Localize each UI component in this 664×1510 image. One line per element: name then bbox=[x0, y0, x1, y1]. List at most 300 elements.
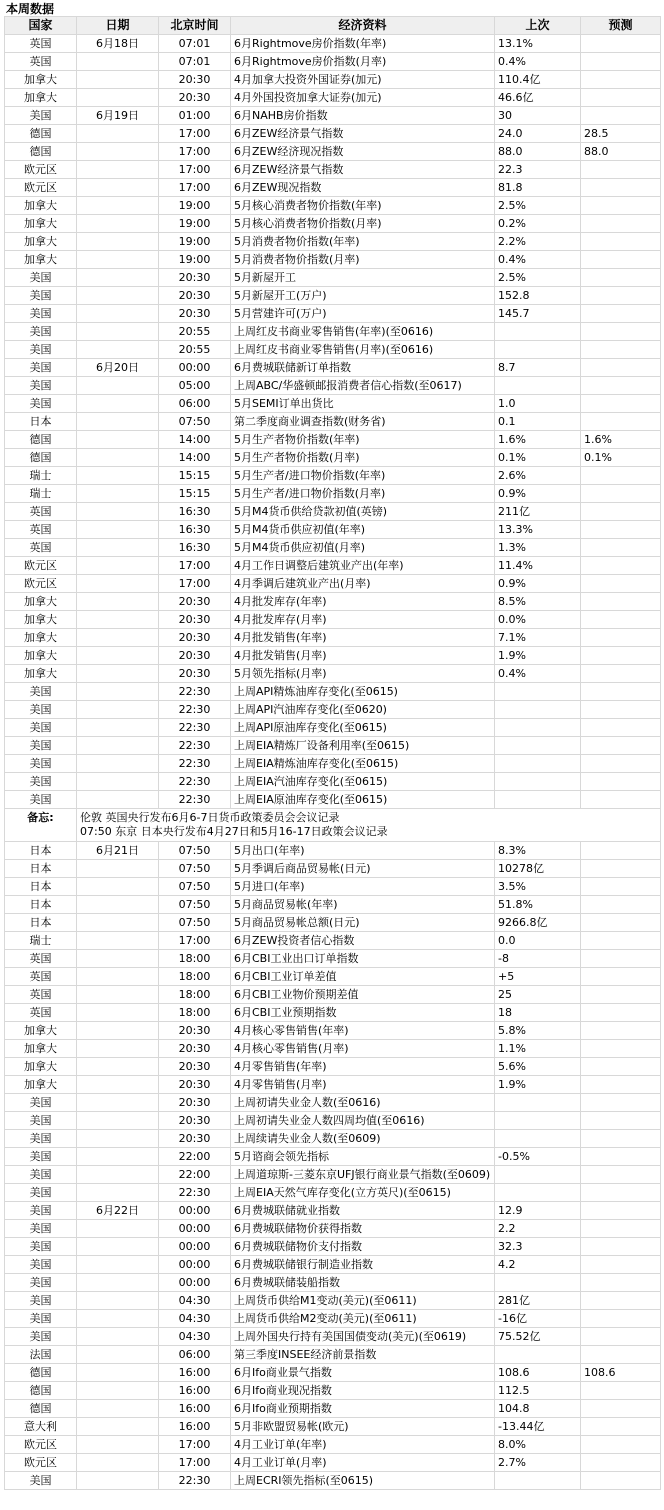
cell-time: 00:00 bbox=[159, 1220, 231, 1238]
cell-time: 04:30 bbox=[159, 1292, 231, 1310]
cell-forecast bbox=[581, 737, 661, 755]
cell-date bbox=[77, 1418, 159, 1436]
cell-previous bbox=[495, 1346, 581, 1364]
cell-forecast bbox=[581, 1382, 661, 1400]
cell-item: 5月季调后商品贸易帐(日元) bbox=[231, 860, 495, 878]
cell-date bbox=[77, 125, 159, 143]
cell-previous: 12.9 bbox=[495, 1202, 581, 1220]
cell-item: 第三季度INSEE经济前景指数 bbox=[231, 1346, 495, 1364]
economic-calendar-table bbox=[4, 16, 661, 1490]
cell-forecast bbox=[581, 71, 661, 89]
cell-time: 17:00 bbox=[159, 1436, 231, 1454]
table-row bbox=[5, 1058, 661, 1076]
cell-previous: 2.5% bbox=[495, 197, 581, 215]
cell-country: 欧元区 bbox=[5, 1436, 77, 1454]
cell-time: 22:30 bbox=[159, 1472, 231, 1490]
cell-country: 美国 bbox=[5, 1148, 77, 1166]
table-row bbox=[5, 950, 661, 968]
table-row bbox=[5, 1040, 661, 1058]
cell-country: 德国 bbox=[5, 125, 77, 143]
cell-time: 14:00 bbox=[159, 431, 231, 449]
cell-item: 5月营建许可(万户) bbox=[231, 305, 495, 323]
cell-time: 18:00 bbox=[159, 1004, 231, 1022]
cell-time: 22:30 bbox=[159, 755, 231, 773]
table-row bbox=[5, 1112, 661, 1130]
table-row bbox=[5, 719, 661, 737]
cell-date bbox=[77, 251, 159, 269]
cell-forecast bbox=[581, 575, 661, 593]
cell-previous: 1.9% bbox=[495, 1076, 581, 1094]
cell-country: 美国 bbox=[5, 107, 77, 125]
cell-date bbox=[77, 143, 159, 161]
table-row bbox=[5, 701, 661, 719]
cell-country: 日本 bbox=[5, 914, 77, 932]
cell-forecast bbox=[581, 233, 661, 251]
cell-item: 4月工作日调整后建筑业产出(年率) bbox=[231, 557, 495, 575]
cell-item: 6月ZEW经济现况指数 bbox=[231, 143, 495, 161]
table-row bbox=[5, 143, 661, 161]
cell-forecast bbox=[581, 1310, 661, 1328]
cell-forecast bbox=[581, 1166, 661, 1184]
cell-previous: 0.9% bbox=[495, 575, 581, 593]
cell-country: 日本 bbox=[5, 413, 77, 431]
cell-previous: -16亿 bbox=[495, 1310, 581, 1328]
table-row bbox=[5, 1310, 661, 1328]
table-row bbox=[5, 914, 661, 932]
cell-date bbox=[77, 1346, 159, 1364]
cell-time: 19:00 bbox=[159, 197, 231, 215]
cell-forecast bbox=[581, 773, 661, 791]
cell-forecast bbox=[581, 197, 661, 215]
cell-date bbox=[77, 791, 159, 809]
cell-item: 5月消费者物价指数(年率) bbox=[231, 233, 495, 251]
table-row bbox=[5, 53, 661, 71]
table-row bbox=[5, 791, 661, 809]
cell-time: 22:30 bbox=[159, 1184, 231, 1202]
cell-time: 17:00 bbox=[159, 125, 231, 143]
cell-date bbox=[77, 539, 159, 557]
cell-forecast bbox=[581, 323, 661, 341]
cell-forecast bbox=[581, 1418, 661, 1436]
table-row bbox=[5, 593, 661, 611]
cell-country: 欧元区 bbox=[5, 179, 77, 197]
cell-date: 6月20日 bbox=[77, 359, 159, 377]
cell-forecast bbox=[581, 305, 661, 323]
table-row bbox=[5, 89, 661, 107]
cell-date bbox=[77, 1328, 159, 1346]
cell-item: 6月Ifo商业现况指数 bbox=[231, 1382, 495, 1400]
cell-previous: 30 bbox=[495, 107, 581, 125]
cell-country: 美国 bbox=[5, 1130, 77, 1148]
cell-previous: 145.7 bbox=[495, 305, 581, 323]
table-row bbox=[5, 1346, 661, 1364]
cell-date bbox=[77, 395, 159, 413]
cell-country: 美国 bbox=[5, 701, 77, 719]
cell-previous: 18 bbox=[495, 1004, 581, 1022]
cell-country: 加拿大 bbox=[5, 593, 77, 611]
cell-date bbox=[77, 215, 159, 233]
cell-item: 4月核心零售销售(月率) bbox=[231, 1040, 495, 1058]
cell-country: 日本 bbox=[5, 860, 77, 878]
cell-time: 00:00 bbox=[159, 1238, 231, 1256]
cell-time: 16:00 bbox=[159, 1382, 231, 1400]
cell-item: 上周ECRI领先指标(至0615) bbox=[231, 1472, 495, 1490]
cell-item: 6月Ifo商业预期指数 bbox=[231, 1400, 495, 1418]
table-row bbox=[5, 1220, 661, 1238]
cell-previous: 8.5% bbox=[495, 593, 581, 611]
cell-date bbox=[77, 53, 159, 71]
cell-country: 英国 bbox=[5, 521, 77, 539]
cell-country: 英国 bbox=[5, 503, 77, 521]
cell-time: 18:00 bbox=[159, 986, 231, 1004]
cell-date bbox=[77, 1364, 159, 1382]
cell-date bbox=[77, 1094, 159, 1112]
cell-time: 04:30 bbox=[159, 1328, 231, 1346]
cell-country: 美国 bbox=[5, 1112, 77, 1130]
table-row bbox=[5, 860, 661, 878]
cell-item: 6月CBI工业预期指数 bbox=[231, 1004, 495, 1022]
cell-item: 上周初请失业金人数(至0616) bbox=[231, 1094, 495, 1112]
cell-time: 16:00 bbox=[159, 1418, 231, 1436]
cell-time: 22:30 bbox=[159, 773, 231, 791]
cell-previous: 1.0 bbox=[495, 395, 581, 413]
table-row bbox=[5, 1454, 661, 1472]
cell-time: 07:50 bbox=[159, 914, 231, 932]
cell-date bbox=[77, 932, 159, 950]
header-economic-data: 经济资料 bbox=[231, 17, 495, 35]
cell-country: 美国 bbox=[5, 719, 77, 737]
cell-forecast bbox=[581, 986, 661, 1004]
cell-previous: 281亿 bbox=[495, 1292, 581, 1310]
cell-item: 5月非欧盟贸易帐(欧元) bbox=[231, 1418, 495, 1436]
cell-date bbox=[77, 1310, 159, 1328]
cell-forecast bbox=[581, 1040, 661, 1058]
cell-time: 22:30 bbox=[159, 719, 231, 737]
cell-country: 加拿大 bbox=[5, 71, 77, 89]
cell-forecast bbox=[581, 1274, 661, 1292]
cell-forecast bbox=[581, 1454, 661, 1472]
cell-item: 5月商品贸易帐(年率) bbox=[231, 896, 495, 914]
cell-previous: 13.3% bbox=[495, 521, 581, 539]
cell-time: 19:00 bbox=[159, 215, 231, 233]
cell-time: 17:00 bbox=[159, 161, 231, 179]
cell-previous: 22.3 bbox=[495, 161, 581, 179]
cell-previous: 3.5% bbox=[495, 878, 581, 896]
table-row bbox=[5, 1076, 661, 1094]
cell-previous: 0.4% bbox=[495, 665, 581, 683]
cell-item: 6月ZEW经济景气指数 bbox=[231, 125, 495, 143]
cell-country: 美国 bbox=[5, 1328, 77, 1346]
cell-forecast bbox=[581, 503, 661, 521]
cell-previous: 0.4% bbox=[495, 251, 581, 269]
cell-date bbox=[77, 1220, 159, 1238]
table-row bbox=[5, 1364, 661, 1382]
cell-date bbox=[77, 89, 159, 107]
cell-date bbox=[77, 323, 159, 341]
cell-country: 美国 bbox=[5, 1292, 77, 1310]
cell-previous bbox=[495, 683, 581, 701]
cell-forecast bbox=[581, 1184, 661, 1202]
cell-item: 5月新屋开工 bbox=[231, 269, 495, 287]
cell-country: 加拿大 bbox=[5, 1040, 77, 1058]
cell-country: 加拿大 bbox=[5, 629, 77, 647]
cell-previous: -0.5% bbox=[495, 1148, 581, 1166]
cell-item: 4月批发库存(年率) bbox=[231, 593, 495, 611]
cell-time: 14:00 bbox=[159, 449, 231, 467]
cell-date bbox=[77, 269, 159, 287]
cell-previous: +5 bbox=[495, 968, 581, 986]
cell-country: 美国 bbox=[5, 395, 77, 413]
cell-time: 00:00 bbox=[159, 1256, 231, 1274]
cell-date bbox=[77, 1148, 159, 1166]
cell-previous bbox=[495, 737, 581, 755]
table-row bbox=[5, 986, 661, 1004]
cell-forecast bbox=[581, 1130, 661, 1148]
cell-time: 20:55 bbox=[159, 323, 231, 341]
table-row bbox=[5, 125, 661, 143]
table-row bbox=[5, 611, 661, 629]
cell-forecast bbox=[581, 896, 661, 914]
cell-item: 6月CBI工业订单差值 bbox=[231, 968, 495, 986]
cell-time: 07:50 bbox=[159, 896, 231, 914]
cell-time: 20:30 bbox=[159, 593, 231, 611]
cell-previous: -13.44亿 bbox=[495, 1418, 581, 1436]
cell-date bbox=[77, 1112, 159, 1130]
cell-time: 22:30 bbox=[159, 791, 231, 809]
cell-item: 上周货币供给M2变动(美元)(至0611) bbox=[231, 1310, 495, 1328]
cell-forecast bbox=[581, 341, 661, 359]
cell-date bbox=[77, 1382, 159, 1400]
cell-country: 美国 bbox=[5, 377, 77, 395]
cell-previous: 0.2% bbox=[495, 215, 581, 233]
cell-forecast bbox=[581, 1328, 661, 1346]
header-forecast: 预测 bbox=[581, 17, 661, 35]
cell-forecast bbox=[581, 1256, 661, 1274]
cell-item: 4月批发销售(年率) bbox=[231, 629, 495, 647]
cell-forecast bbox=[581, 377, 661, 395]
table-row bbox=[5, 1400, 661, 1418]
cell-date bbox=[77, 896, 159, 914]
cell-date: 6月19日 bbox=[77, 107, 159, 125]
cell-item: 5月消费者物价指数(月率) bbox=[231, 251, 495, 269]
cell-previous: 2.7% bbox=[495, 1454, 581, 1472]
cell-item: 5月领先指标(月率) bbox=[231, 665, 495, 683]
cell-previous: 108.6 bbox=[495, 1364, 581, 1382]
cell-item: 上周EIA原油库存变化(至0615) bbox=[231, 791, 495, 809]
cell-previous: 0.4% bbox=[495, 53, 581, 71]
cell-date bbox=[77, 1076, 159, 1094]
cell-item: 5月核心消费者物价指数(年率) bbox=[231, 197, 495, 215]
table-row bbox=[5, 737, 661, 755]
cell-item: 5月M4货币供应初值(年率) bbox=[231, 521, 495, 539]
cell-time: 20:30 bbox=[159, 647, 231, 665]
memo-content bbox=[77, 809, 661, 842]
cell-item: 6月Rightmove房价指数(月率) bbox=[231, 53, 495, 71]
cell-item: 5月生产者/进口物价指数(年率) bbox=[231, 467, 495, 485]
cell-previous: 2.2 bbox=[495, 1220, 581, 1238]
cell-item: 上周续请失业金人数(至0609) bbox=[231, 1130, 495, 1148]
table-row bbox=[5, 665, 661, 683]
cell-time: 18:00 bbox=[159, 950, 231, 968]
cell-time: 17:00 bbox=[159, 557, 231, 575]
cell-previous bbox=[495, 701, 581, 719]
cell-previous: 2.5% bbox=[495, 269, 581, 287]
cell-time: 17:00 bbox=[159, 179, 231, 197]
table-row bbox=[5, 932, 661, 950]
cell-forecast bbox=[581, 269, 661, 287]
cell-country: 美国 bbox=[5, 737, 77, 755]
cell-time: 20:55 bbox=[159, 341, 231, 359]
memo-row bbox=[5, 809, 661, 842]
cell-country: 加拿大 bbox=[5, 89, 77, 107]
cell-item: 4月批发库存(月率) bbox=[231, 611, 495, 629]
cell-time: 17:00 bbox=[159, 932, 231, 950]
cell-item: 6月Rightmove房价指数(年率) bbox=[231, 35, 495, 53]
cell-date bbox=[77, 485, 159, 503]
table-row bbox=[5, 341, 661, 359]
cell-item: 6月NAHB房价指数 bbox=[231, 107, 495, 125]
cell-item: 上周EIA精炼油库存变化(至0615) bbox=[231, 755, 495, 773]
cell-date bbox=[77, 1238, 159, 1256]
cell-time: 20:30 bbox=[159, 1022, 231, 1040]
cell-item: 5月生产者物价指数(年率) bbox=[231, 431, 495, 449]
cell-time: 20:30 bbox=[159, 305, 231, 323]
cell-forecast: 28.5 bbox=[581, 125, 661, 143]
cell-forecast bbox=[581, 1292, 661, 1310]
cell-country: 加拿大 bbox=[5, 1022, 77, 1040]
cell-item: 4月工业订单(年率) bbox=[231, 1436, 495, 1454]
cell-item: 4月季调后建筑业产出(月率) bbox=[231, 575, 495, 593]
cell-forecast bbox=[581, 251, 661, 269]
cell-date bbox=[77, 719, 159, 737]
cell-date bbox=[77, 71, 159, 89]
cell-item: 6月ZEW经济景气指数 bbox=[231, 161, 495, 179]
cell-item: 上周API原油库存变化(至0615) bbox=[231, 719, 495, 737]
cell-country: 美国 bbox=[5, 755, 77, 773]
cell-previous bbox=[495, 341, 581, 359]
cell-country: 加拿大 bbox=[5, 1076, 77, 1094]
cell-forecast bbox=[581, 53, 661, 71]
cell-forecast bbox=[581, 665, 661, 683]
table-row bbox=[5, 71, 661, 89]
cell-forecast bbox=[581, 107, 661, 125]
cell-time: 07:50 bbox=[159, 413, 231, 431]
cell-country: 美国 bbox=[5, 1238, 77, 1256]
cell-date bbox=[77, 737, 159, 755]
cell-country: 美国 bbox=[5, 305, 77, 323]
cell-time: 20:30 bbox=[159, 287, 231, 305]
cell-country: 英国 bbox=[5, 53, 77, 71]
cell-forecast bbox=[581, 842, 661, 860]
cell-forecast bbox=[581, 1346, 661, 1364]
table-row bbox=[5, 395, 661, 413]
cell-country: 欧元区 bbox=[5, 161, 77, 179]
cell-country: 美国 bbox=[5, 1184, 77, 1202]
cell-forecast bbox=[581, 611, 661, 629]
cell-forecast bbox=[581, 467, 661, 485]
cell-forecast bbox=[581, 683, 661, 701]
cell-date bbox=[77, 683, 159, 701]
cell-item: 6月Ifo商业景气指数 bbox=[231, 1364, 495, 1382]
cell-time: 20:30 bbox=[159, 71, 231, 89]
cell-previous: 51.8% bbox=[495, 896, 581, 914]
cell-item: 6月ZEW现况指数 bbox=[231, 179, 495, 197]
cell-country: 德国 bbox=[5, 143, 77, 161]
cell-item: 5月生产者/进口物价指数(月率) bbox=[231, 485, 495, 503]
cell-item: 4月批发销售(月率) bbox=[231, 647, 495, 665]
cell-date bbox=[77, 467, 159, 485]
cell-date bbox=[77, 1040, 159, 1058]
cell-forecast bbox=[581, 791, 661, 809]
cell-item: 6月ZEW投资者信心指数 bbox=[231, 932, 495, 950]
cell-country: 美国 bbox=[5, 359, 77, 377]
header-beijing-time: 北京时间 bbox=[159, 17, 231, 35]
cell-forecast bbox=[581, 932, 661, 950]
cell-forecast bbox=[581, 629, 661, 647]
cell-time: 22:00 bbox=[159, 1166, 231, 1184]
cell-forecast bbox=[581, 1112, 661, 1130]
cell-country: 加拿大 bbox=[5, 611, 77, 629]
cell-previous: 81.8 bbox=[495, 179, 581, 197]
cell-country: 英国 bbox=[5, 950, 77, 968]
cell-country: 美国 bbox=[5, 1220, 77, 1238]
cell-item: 4月零售销售(年率) bbox=[231, 1058, 495, 1076]
cell-item: 5月新屋开工(万户) bbox=[231, 287, 495, 305]
cell-forecast bbox=[581, 719, 661, 737]
cell-date bbox=[77, 197, 159, 215]
cell-forecast bbox=[581, 395, 661, 413]
cell-item: 上周EIA天然气库存变化(立方英尺)(至0615) bbox=[231, 1184, 495, 1202]
cell-time: 07:50 bbox=[159, 878, 231, 896]
table-row bbox=[5, 107, 661, 125]
cell-country: 美国 bbox=[5, 269, 77, 287]
cell-country: 日本 bbox=[5, 878, 77, 896]
table-row bbox=[5, 269, 661, 287]
cell-time: 22:30 bbox=[159, 701, 231, 719]
cell-forecast: 108.6 bbox=[581, 1364, 661, 1382]
cell-time: 01:00 bbox=[159, 107, 231, 125]
table-row bbox=[5, 629, 661, 647]
cell-country: 美国 bbox=[5, 1472, 77, 1490]
cell-time: 17:00 bbox=[159, 1454, 231, 1472]
cell-item: 4月核心零售销售(年率) bbox=[231, 1022, 495, 1040]
cell-forecast bbox=[581, 914, 661, 932]
cell-previous: 0.9% bbox=[495, 485, 581, 503]
cell-time: 20:30 bbox=[159, 1040, 231, 1058]
table-row bbox=[5, 323, 661, 341]
cell-date: 6月22日 bbox=[77, 1202, 159, 1220]
cell-country: 加拿大 bbox=[5, 1058, 77, 1076]
cell-previous bbox=[495, 719, 581, 737]
cell-country: 加拿大 bbox=[5, 233, 77, 251]
cell-previous: 0.0% bbox=[495, 611, 581, 629]
cell-country: 美国 bbox=[5, 1166, 77, 1184]
cell-country: 德国 bbox=[5, 1364, 77, 1382]
cell-item: 上周ABC/华盛顿邮报消费者信心指数(至0617) bbox=[231, 377, 495, 395]
cell-item: 上周API精炼油库存变化(至0615) bbox=[231, 683, 495, 701]
cell-forecast bbox=[581, 359, 661, 377]
cell-item: 5月商品贸易帐总额(日元) bbox=[231, 914, 495, 932]
cell-date bbox=[77, 503, 159, 521]
cell-country: 瑞士 bbox=[5, 932, 77, 950]
cell-previous: 1.9% bbox=[495, 647, 581, 665]
cell-item: 5月SEMI订单出货比 bbox=[231, 395, 495, 413]
cell-previous: 0.1% bbox=[495, 449, 581, 467]
cell-forecast bbox=[581, 1202, 661, 1220]
cell-date bbox=[77, 878, 159, 896]
cell-previous: 152.8 bbox=[495, 287, 581, 305]
cell-date bbox=[77, 629, 159, 647]
